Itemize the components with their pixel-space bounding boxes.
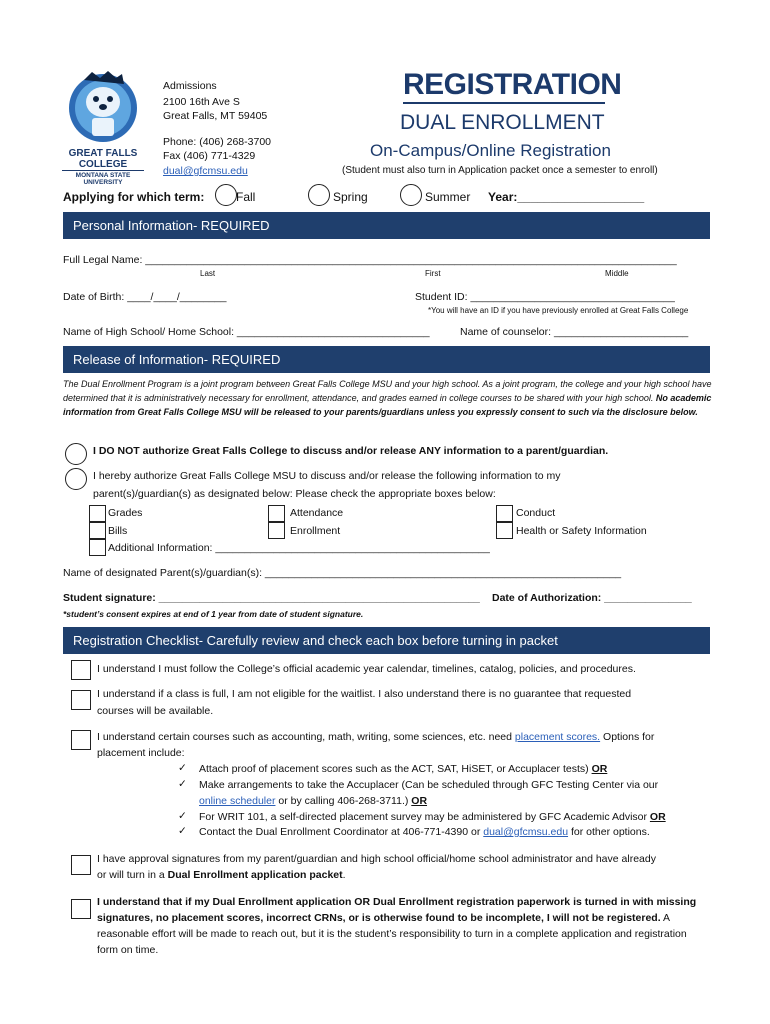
student-signature-field[interactable]: Student signature: _______________________________________________________ (63, 592, 480, 604)
student-id-field[interactable]: Student ID: ___________________________________ (415, 291, 675, 303)
checklist-item2-checkbox[interactable] (71, 690, 91, 710)
placement-scores-link[interactable]: placement scores. (514, 731, 601, 743)
name-first-label: First (425, 269, 441, 278)
student-id-note: *You will have an ID if you have previously enrolled at Great Falls College (428, 306, 689, 315)
legal-name-field[interactable]: Full Legal Name: ___________________________________________________________________________________________ (63, 254, 677, 266)
checklist-item5-checkbox[interactable] (71, 899, 91, 919)
option2-or: OR (411, 795, 428, 807)
checklist-item3-line1 (97, 731, 654, 743)
placement-option-3 (199, 811, 666, 823)
check-mark-icon: ✓ (178, 810, 187, 822)
health-safety-checkbox[interactable] (496, 522, 513, 539)
attendance-checkbox[interactable] (268, 505, 285, 522)
option1-or: OR (591, 763, 608, 775)
additional-info-field[interactable]: Additional Information: _______________________________________________ (108, 542, 490, 554)
option4-text: Contact the Dual Enrollment Coordinator at 406-771-4390 or (199, 826, 484, 838)
logo-line-1: GREAT FALLS (68, 148, 138, 159)
term-spring-label: Spring (333, 190, 368, 204)
term-fall-radio[interactable] (215, 184, 237, 206)
conduct-label: Conduct (516, 507, 556, 519)
logo-line-2: COLLEGE (78, 159, 128, 170)
option3-text: For WRIT 101, a self-directed placement survey may be administered by GFC Academic Advisor (199, 811, 650, 823)
dual-email-link[interactable]: dual@gfcmsu.edu (483, 826, 569, 838)
checklist-item1: I understand I must follow the College’s official academic year calendar, timelines, catalog, policies, and procedures. (97, 663, 636, 675)
authorization-date-field[interactable]: Date of Authorization: _______________ (492, 592, 692, 604)
checklist-heading: Registration Checklist- Carefully review and check each box before turning in packet (63, 627, 710, 654)
option1-text: Attach proof of placement scores such as the ACT, SAT, HiSET, or Accuplacer tests) (199, 763, 592, 775)
online-scheduler-link[interactable]: online scheduler (199, 795, 276, 807)
item3-text: I understand certain courses such as accounting, math, writing, some sciences, etc. need (97, 731, 515, 743)
checklist-item3-line2: placement include: (97, 747, 185, 759)
parent-name-field[interactable]: Name of designated Parent(s)/guardian(s): _____________________________________________________________ (63, 567, 622, 579)
conduct-checkbox[interactable] (496, 505, 513, 522)
address-line-1: Admissions (163, 80, 217, 92)
item4-end: . (342, 869, 346, 881)
health-safety-label: Health or Safety Information (516, 525, 647, 537)
bills-checkbox[interactable] (89, 522, 106, 539)
check-mark-icon: ✓ (178, 825, 187, 837)
option2-text: or by calling 406-268-3711.) (275, 795, 412, 807)
checklist-item2-line1: I understand if a class is full, I am not eligible for the waitlist. I also understand there is no guarantee that requested (97, 688, 632, 700)
placement-option-1 (199, 763, 607, 775)
release-intro-bold: No academic information from Great Falls College MSU will be released to your parents/guardians unless you expressly consent to such via the disclosure below. (63, 393, 712, 417)
term-label: Applying for which term: (63, 190, 205, 204)
year-field[interactable]: Year:___________________ (488, 190, 645, 204)
high-school-field[interactable]: Name of High School/ Home School: _________________________________ (63, 326, 430, 338)
grades-label: Grades (108, 507, 143, 519)
bills-label: Bills (108, 525, 128, 537)
release-info-heading: Release of Information- REQUIRED (63, 346, 710, 373)
authorize-radio[interactable] (65, 468, 87, 490)
name-last-label: Last (200, 269, 216, 278)
authorize-text-2: parent(s)/guardian(s) as designated below: Please check the appropriate boxes below: (93, 488, 496, 500)
check-mark-icon: ✓ (178, 762, 187, 774)
term-summer-label: Summer (425, 190, 471, 204)
option4-text-end: for other options. (568, 826, 650, 838)
address-line-2: 2100 16th Ave S (163, 96, 240, 108)
do-not-authorize-radio[interactable] (65, 443, 87, 465)
dob-field[interactable]: Date of Birth: ____/____/________ (63, 291, 227, 303)
option3-or: OR (649, 811, 666, 823)
checklist-item4-line1: I have approval signatures from my parent/guardian and high school official/home school administrator and have already (97, 853, 656, 865)
enrollment-label: Enrollment (290, 525, 341, 537)
enroll-note: (Student must also turn in Application packet once a semester to enroll) (342, 165, 658, 176)
release-intro-text: The Dual Enrollment Program is a joint program between Great Falls College MSU and your high school. As a joint program, the college and your high school have determined that it is administratively necessary for enrollment, attendance, and grades earned in college courses to be shared with your high school. (63, 379, 712, 403)
placement-option-2-line1: Make arrangements to take the Accuplacer (Can be scheduled through GFC Testing Center via our (199, 779, 659, 791)
personal-info-heading: Personal Information- REQUIRED (63, 212, 710, 239)
counselor-field[interactable]: Name of counselor: _______________________ (460, 326, 689, 338)
consent-note: *student’s consent expires at end of 1 year from date of student signature. (63, 609, 364, 619)
subtitle: DUAL ENROLLMENT (400, 111, 605, 134)
checklist-item1-checkbox[interactable] (71, 660, 91, 680)
registration-type: On-Campus/Online Registration (370, 141, 611, 160)
check-mark-icon: ✓ (178, 778, 187, 790)
checklist-item5 (97, 894, 709, 958)
checklist-item4-line2 (97, 869, 346, 881)
address-line-3: Great Falls, MT 59405 (163, 110, 268, 122)
authorize-text-1: I hereby authorize Great Falls College MSU to discuss and/or release the following information to my (93, 470, 561, 482)
term-spring-radio[interactable] (308, 184, 330, 206)
item4-bold: Dual Enrollment application packet (167, 869, 343, 881)
page-title: REGISTRATION (403, 68, 622, 101)
title-underline (403, 102, 605, 104)
item4-text: or will turn in a (97, 869, 168, 881)
otter-mascot-icon (62, 66, 144, 148)
item5-bold: I understand that if my Dual Enrollment application OR Dual Enrollment registration paperwork is turned in with missing signatures, no placement scores, incorrect CRNs, or is otherwise found to be incomplete, I will not be registered. (97, 896, 697, 924)
checklist-item4-checkbox[interactable] (71, 855, 91, 875)
email-link[interactable]: dual@gfcmsu.edu (163, 165, 248, 177)
attendance-label: Attendance (290, 507, 344, 519)
additional-checkbox[interactable] (89, 539, 106, 556)
checklist-item3-checkbox[interactable] (71, 730, 91, 750)
do-not-authorize-text: I DO NOT authorize Great Falls College to discuss and/or release ANY information to a parent/guardian. (93, 445, 609, 457)
placement-option-2-line2 (199, 795, 427, 807)
name-middle-label: Middle (605, 269, 629, 278)
item3-text-end: Options for (600, 731, 655, 743)
checklist-item2-line2: courses will be available. (97, 705, 214, 717)
phone: Phone: (406) 268-3700 (163, 136, 271, 148)
term-summer-radio[interactable] (400, 184, 422, 206)
college-logo (62, 66, 144, 186)
placement-option-4 (199, 826, 650, 838)
fax: Fax (406) 771-4329 (163, 150, 256, 162)
release-intro (63, 377, 713, 419)
logo-line-3: MONTANA STATE (62, 170, 144, 179)
logo-line-4: UNIVERSITY (83, 179, 123, 186)
term-fall-label: Fall (236, 190, 256, 204)
enrollment-checkbox[interactable] (268, 522, 285, 539)
item5-text: A reasonable effort will be made to reach out, but it is the student’s responsibility to turn in a complete application and registration form on time. (97, 912, 687, 956)
grades-checkbox[interactable] (89, 505, 106, 522)
